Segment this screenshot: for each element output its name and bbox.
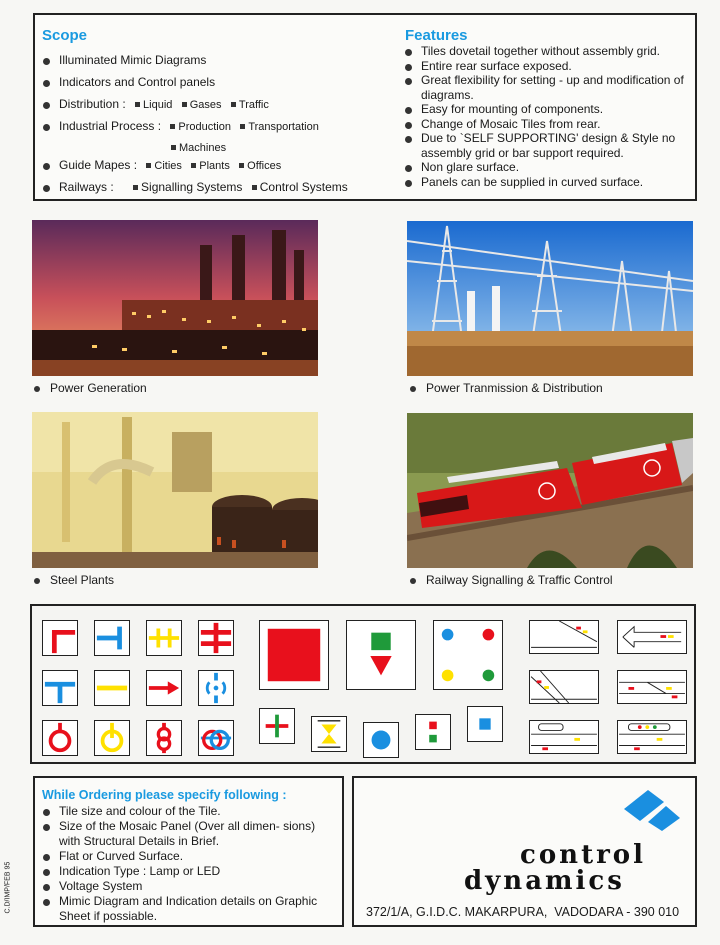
feature-text: Tiles dovetail together without assembly grid. <box>421 44 661 58</box>
company-panel <box>352 776 697 927</box>
feature-text: Change of Mosaic Tiles from rear. <box>421 116 601 131</box>
caption-power-generation: Power Generation <box>34 381 147 395</box>
industrial-label: Industrial Process : <box>59 119 162 133</box>
tile-green-red-indicator <box>346 620 416 690</box>
tile-red-green-squares <box>415 714 451 750</box>
sub-item: Cities <box>154 160 182 172</box>
feature-text: Non glare surface. <box>421 160 520 174</box>
scope-industrial <box>41 119 386 154</box>
sub-item: Gases <box>189 99 222 111</box>
mosaic-tiles-panel <box>30 604 696 764</box>
tile-four-dots <box>433 620 503 690</box>
features-list <box>403 44 693 189</box>
caption-power-transmission: Power Tranmission & Distribution <box>410 381 603 395</box>
feature-text: Entire rear surface exposed. <box>421 58 572 73</box>
tile-tee-down-blue <box>42 670 78 706</box>
features-heading: Features <box>405 27 468 44</box>
side-code: C.D/IMP/FEB 95 <box>4 861 12 914</box>
company-address: 372/1/A, G.I.D.C. MAKARPURA, VADODARA - 390 010 <box>366 905 680 919</box>
feature-item <box>403 117 693 132</box>
company-name-line2: dynamics <box>464 866 625 896</box>
ordering-text: Mimic Diagram and Indication details on Graphic Sheet if possiable. <box>59 894 318 923</box>
sub-item: Production <box>178 121 231 133</box>
tile-switch-blue <box>198 670 234 706</box>
sub-item: Plants <box>199 160 230 172</box>
feature-text: Due to `SELF SUPPORTING' design & Style no assembly grid or bar support required. <box>421 131 676 160</box>
feature-item <box>403 131 693 160</box>
railways-label: Railways : <box>59 180 114 194</box>
company-logo-icon <box>622 786 682 832</box>
scope-item-text: Indicators and Control panels <box>59 75 216 89</box>
sub-item: Transportation <box>248 121 319 133</box>
tile-red-square <box>259 620 329 690</box>
scope-railways <box>41 180 386 194</box>
tile-hourglass-yellow <box>311 716 347 752</box>
scope-item-text: Illuminated Mimic Diagrams <box>59 53 207 67</box>
tile-arrow-red <box>146 670 182 706</box>
tile-tee-blue <box>94 620 130 656</box>
tile-double-ring-red <box>146 720 182 756</box>
sub-item: Machines <box>179 142 227 154</box>
ordering-text: Voltage System <box>59 879 143 893</box>
feature-item <box>403 102 693 117</box>
ordering-item <box>41 894 325 924</box>
tile-cross-yellow <box>146 620 182 656</box>
company-name-line1: control <box>520 840 647 870</box>
tile-rail-fork <box>529 670 599 704</box>
guide-label: Guide Mapes : <box>59 158 138 172</box>
ordering-item <box>41 864 325 879</box>
power-transmission-photo <box>407 221 693 376</box>
sub-item: Liquid <box>143 99 173 111</box>
scope-item <box>41 53 386 67</box>
feature-item <box>403 175 693 190</box>
scope-list <box>41 53 386 194</box>
distribution-label: Distribution : <box>59 97 126 111</box>
sub-item: Offices <box>247 160 282 172</box>
scope-item <box>41 75 386 89</box>
tile-line-yellow <box>94 670 130 706</box>
ordering-item <box>41 879 325 894</box>
feature-text: Panels can be supplied in curved surface. <box>421 174 644 189</box>
tile-ring-yellow <box>94 720 130 756</box>
sub-item: Control Systems <box>259 180 348 194</box>
scope-features-panel <box>33 13 697 201</box>
tile-corner-red <box>42 620 78 656</box>
tile-rail-junction <box>617 670 687 704</box>
ordering-text: Tile size and colour of the Tile. <box>59 804 221 818</box>
tile-ring-red <box>42 720 78 756</box>
ordering-item <box>41 849 325 864</box>
sub-item: Signalling Systems <box>141 180 243 194</box>
tile-rail-arrow <box>617 620 687 654</box>
tile-plus-red-green <box>259 708 295 744</box>
scope-heading: Scope <box>42 27 88 44</box>
ordering-list <box>41 804 325 924</box>
railway-photo <box>407 413 693 568</box>
feature-item <box>403 160 693 175</box>
caption-railway: Railway Signalling & Traffic Control <box>410 573 613 587</box>
feature-item <box>403 44 693 59</box>
ordering-item <box>41 804 325 819</box>
tile-blue-circle <box>363 722 399 758</box>
caption-steel-plants: Steel Plants <box>34 573 114 587</box>
ordering-text: Flat or Curved Surface. <box>59 849 184 863</box>
feature-item <box>403 59 693 74</box>
feature-item <box>403 73 693 102</box>
ordering-panel <box>33 776 344 927</box>
tile-double-red <box>198 620 234 656</box>
power-generation-photo <box>32 220 318 376</box>
tile-ring-red-blue <box>198 720 234 756</box>
tile-rail-signal-lamps <box>617 720 687 754</box>
feature-text: Great flexibility for setting - up and modification of diagrams. <box>421 73 684 102</box>
scope-distribution <box>41 97 386 111</box>
tile-blue-square <box>467 706 503 742</box>
ordering-item <box>41 819 325 849</box>
ordering-heading: While Ordering please specify following : <box>42 788 287 802</box>
feature-text: Easy for mounting of components. <box>421 102 604 116</box>
steel-plants-photo <box>32 412 318 568</box>
scope-guide <box>41 158 386 172</box>
tile-rail-diagonal <box>529 620 599 654</box>
ordering-text: Size of the Mosaic Panel (Over all dimen- sions) with Structural Details in Brief. <box>59 819 316 848</box>
ordering-text: Indication Type : Lamp or LED <box>59 864 221 878</box>
tile-rail-signal <box>529 720 599 754</box>
sub-item: Traffic <box>238 99 269 111</box>
